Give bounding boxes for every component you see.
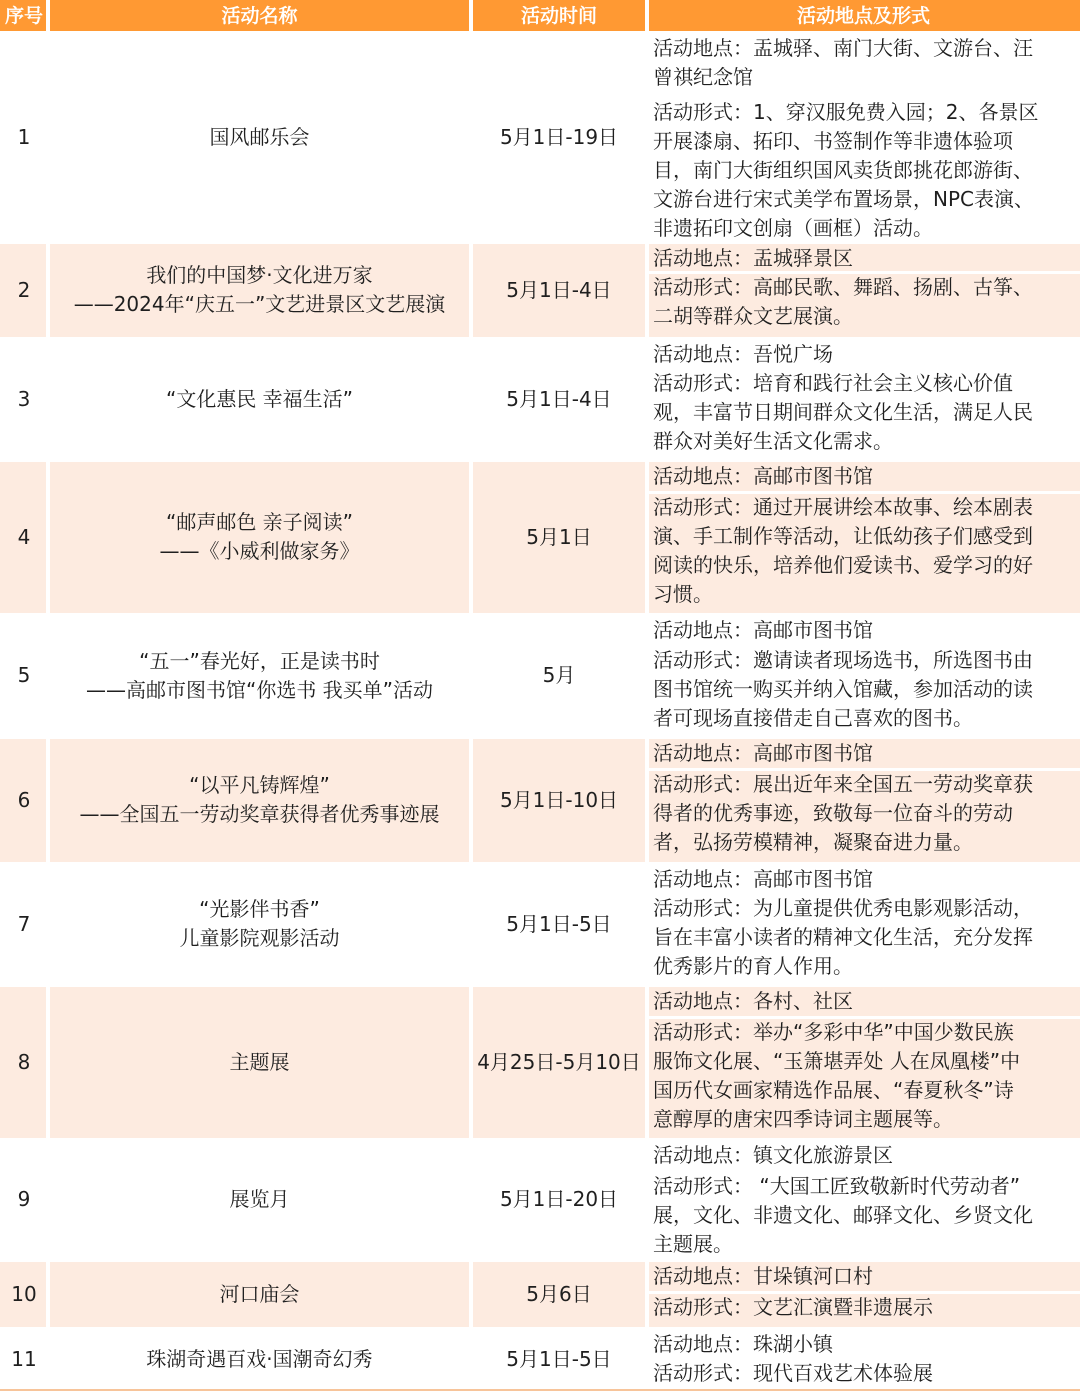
activity-time [471,242,647,338]
activity-time [471,338,647,460]
form-line: 活动形式： “大国工匠致敬新时代劳动者” [653,1174,1021,1198]
activity-place [647,987,1080,1017]
activity-name [48,985,471,1139]
activity-name [48,460,471,614]
row-number-text: 11 [11,1347,37,1371]
activity-form [647,1172,1080,1260]
place-line: 活动地点：高邮市图书馆 [653,867,873,891]
activity-place [647,865,1080,893]
activity-form [647,369,1080,460]
form-line: 活动形式：文艺汇演暨非遗展示 [653,1295,933,1319]
form-line: 活动形式：举办“多彩中华”中国少数民族 [653,1020,1014,1044]
activity-form [647,273,1080,338]
place-line: 活动地点：高邮市图书馆 [653,618,873,642]
form-line: 演、手工制作等活动，让低幼孩子们感受到 [653,524,1033,548]
activity-name-line: 国风邮乐会 [209,124,310,149]
place-line: 活动地点：高邮市图书馆 [653,464,873,488]
row-number [0,614,48,737]
form-line: 服饰文化展、“玉箫堪弄处 人在凤凰楼”中 [653,1049,1021,1073]
column-divider [469,0,473,1391]
row-number-text: 1 [17,124,31,149]
form-line: 旨在丰富小读者的精神文化生活，充分发挥 [653,925,1033,949]
form-line: 活动形式：1、穿汉服免费入园；2、各景区 [653,100,1039,124]
activity-time [471,985,647,1139]
activity-time-text: 5月1日-20日 [499,1187,619,1211]
activity-place [647,462,1080,492]
activity-time-text: 4月25日-5月10日 [477,1049,641,1074]
row-divider [0,1138,1080,1141]
row-divider [0,31,1080,34]
form-line: 目，南门大街组织国风卖货郎挑花郎游街、 [653,158,1033,182]
activity-time [471,737,647,863]
activity-time-text: 5月1日-5日 [506,1347,612,1371]
activity-name-line: “邮声邮色 亲子阅读” [165,510,354,534]
row-divider [0,736,1080,739]
activity-name [48,338,471,460]
activity-time-text: 5月1日-5日 [506,911,612,936]
row-number [0,242,48,338]
row-number-text: 5 [17,663,31,687]
activity-name-line: 珠湖奇遇百戏·国潮奇幻秀 [146,1347,373,1371]
form-line: 活动形式：现代百戏艺术体验展 [653,1361,933,1385]
form-line: 阅读的快乐，培养他们爱读书、爱学习的好 [653,553,1033,577]
form-line: 活动形式：邀请读者现场选书，所选图书由 [653,648,1033,672]
activity-name [48,737,471,863]
row-number [0,1139,48,1260]
form-line: 意醇厚的唐宋四季诗词主题展等。 [653,1107,953,1131]
activity-time [471,460,647,614]
row-divider [0,337,1080,340]
activity-form [647,1293,1080,1328]
activity-form [647,98,1080,242]
place-line: 活动地点：珠湖小镇 [653,1332,833,1356]
activity-time-text: 5月1日-10日 [499,787,619,812]
form-line: 群众对美好生活文化需求。 [653,429,893,453]
column-divider [645,0,649,1391]
activity-time [471,32,647,242]
activity-name [48,1328,471,1391]
form-line: 者可现场直接借走自己喜欢的图书。 [653,706,973,730]
row-number [0,863,48,985]
activity-place [647,1262,1080,1292]
place-line: 活动地点：甘垛镇河口村 [653,1264,873,1288]
form-line: 活动形式：通过开展讲绘本故事、绘本剧表 [653,495,1033,519]
row-number-text: 8 [17,1049,31,1074]
place-line: 活动地点：镇文化旅游景区 [653,1143,893,1167]
column-divider [46,0,50,1391]
header-time: 活动时间 [471,0,647,32]
activity-name-line: “以平凡铸辉煌” [189,773,330,797]
row-divider [0,241,1080,244]
row-number-text: 9 [17,1187,31,1211]
place-line: 活动地点：吾悦广场 [653,342,833,366]
activity-place [647,1330,1080,1358]
form-line: 展，文化、非遗文化、邮驿文化、乡贤文化 [653,1203,1033,1227]
row-number [0,985,48,1139]
form-line: 活动形式：展出近年来全国五一劳动奖章获 [653,772,1033,796]
activity-place [647,34,1080,97]
activity-name-line: ——高邮市图书馆“你选书 我买单”活动 [85,677,434,702]
activity-name [48,863,471,985]
form-line: 非遗拓印文创扇（画框）活动。 [653,216,933,240]
form-line: 文游台进行宋式美学布置场景，NPC表演、 [653,187,1034,211]
header-no: 序号 [0,0,48,32]
activity-form [647,646,1080,737]
place-line: 活动地点：各村、社区 [653,989,853,1013]
form-line: 优秀影片的育人作用。 [653,954,853,978]
activity-time-text: 5月1日-19日 [499,124,619,149]
place-line: 活动地点：盂城驿景区 [653,246,853,270]
form-line: 活动形式：高邮民歌、舞蹈、扬剧、古筝、 [653,275,1033,299]
row-number-text: 3 [17,386,31,411]
activity-name-line: “文化惠民 幸福生活” [165,386,354,411]
activity-name-line: ——全国五一劳动奖章获得者优秀事迹展 [79,802,440,826]
form-line: 观，丰富节日期间群众文化生活，满足人民 [653,400,1033,424]
row-number [0,1260,48,1328]
form-line: 得者的优秀事迹，致敬每一位奋斗的劳动 [653,801,1013,825]
activity-name-line: 河口庙会 [219,1281,300,1306]
row-number-text: 6 [17,787,31,812]
activity-name-line: ——2024年“庆五一”文艺进景区文艺展演 [73,292,446,316]
row-number-text: 2 [17,277,31,302]
form-line: 习惯。 [653,582,713,606]
place-line: 活动地点：盂城驿、南门大街、文游台、汪 [653,36,1033,60]
activity-place [647,244,1080,272]
place-line: 活动地点：高邮市图书馆 [653,741,873,765]
activity-form [647,1359,1080,1391]
activity-name-line: 主题展 [229,1049,290,1074]
activity-place [647,340,1080,368]
form-line: 活动形式：培育和践行社会主义核心价值 [653,371,1013,395]
row-divider [0,613,1080,616]
activity-time-text: 5月1日 [526,524,592,549]
activity-time-text: 5月 [542,663,576,687]
row-number-text: 4 [17,524,31,549]
row-number [0,32,48,242]
activity-name [48,1139,471,1260]
header-name: 活动名称 [48,0,471,32]
activity-time [471,1139,647,1260]
row-number-text: 10 [11,1281,37,1306]
activity-name-line: “五一”春光好，正是读书时 [139,648,380,673]
row-divider [0,459,1080,462]
row-divider [0,1259,1080,1262]
activity-form [647,894,1080,985]
row-number [0,737,48,863]
activity-name [48,1260,471,1328]
activity-name-line: 儿童影院观影活动 [179,926,340,950]
form-line: 主题展。 [653,1232,733,1256]
activity-place [647,1141,1080,1171]
activity-time [471,863,647,985]
activity-form [647,1018,1080,1139]
row-number-text: 7 [17,911,31,936]
form-line: 图书馆统一购买并纳入馆藏，参加活动的读 [653,677,1033,701]
activity-name [48,32,471,242]
row-divider [0,1327,1080,1330]
activity-time [471,1260,647,1328]
form-line: 活动形式：为儿童提供优秀电影观影活动， [653,896,1033,920]
form-line: 者，弘扬劳模精神，凝聚奋进力量。 [653,830,973,854]
activity-time [471,1328,647,1391]
form-line: 国历代女画家精选作品展、“春夏秋冬”诗 [653,1078,1014,1102]
activity-form [647,770,1080,863]
row-divider [0,862,1080,865]
activity-place [647,739,1080,769]
activity-time [471,614,647,737]
form-line: 二胡等群众文艺展演。 [653,304,853,328]
activity-name-line: “光影伴书香” [199,897,320,921]
activity-form [647,493,1080,614]
activity-time-text: 5月1日-4日 [506,386,612,411]
header-place: 活动地点及形式 [647,0,1080,32]
activity-name-line: 我们的中国梦·文化进万家 [146,263,373,287]
activity-name-line: ——《小威利做家务》 [159,539,360,563]
activity-name-line: 展览月 [229,1187,290,1211]
activity-name [48,614,471,737]
row-number [0,460,48,614]
row-divider [0,984,1080,987]
row-number [0,338,48,460]
activity-time-text: 5月6日 [526,1281,592,1306]
activity-name [48,242,471,338]
activity-time-text: 5月1日-4日 [506,277,612,302]
row-number [0,1328,48,1391]
place-line: 曾祺纪念馆 [653,65,753,89]
activity-place [647,616,1080,645]
form-line: 开展漆扇、拓印、书签制作等非遗体验项 [653,129,1013,153]
